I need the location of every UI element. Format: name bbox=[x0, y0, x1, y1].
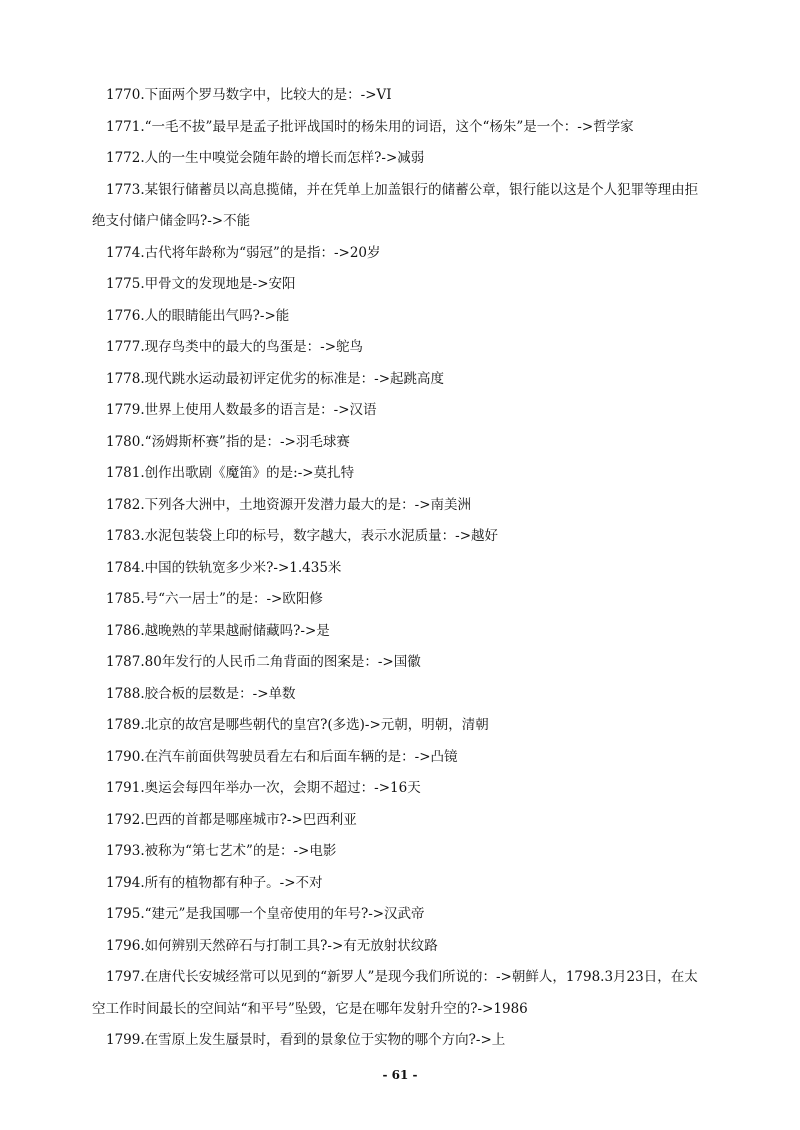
question-item-1793: 1793.被称为“第七艺术”的是：->电影 bbox=[106, 843, 337, 859]
page-number: - 61 - bbox=[382, 1068, 418, 1082]
question-item-1787: 1787.80年发行的人民币二角背面的图案是：->国徽 bbox=[106, 654, 421, 670]
question-item-1776: 1776.人的眼睛能出气吗?->能 bbox=[106, 307, 290, 324]
question-item-1773: 1773.某银行储蓄员以高息揽储，并在凭单上加盖银行的储蓄公章，银行能以这是个人犯罪等理由拒绝支付储户储金吗?->不能 bbox=[92, 181, 699, 229]
question-item-1799: 1799.在雪原上发生蜃景时，看到的景象位于实物的哪个方向?->上 bbox=[106, 1032, 506, 1048]
question-item-1785: 1785.号“六一居士”的是：->欧阳修 bbox=[106, 591, 323, 607]
question-item-1778: 1778.现代跳水运动最初评定优劣的标准是：->起跳高度 bbox=[106, 370, 445, 387]
question-item-1783: 1783.水泥包装袋上印的标号，数字越大，表示水泥质量：->越好 bbox=[106, 528, 499, 544]
question-item-1789: 1789.北京的故宫是哪些朝代的皇宫?(多选)->元朝，明朝，清朝 bbox=[106, 717, 489, 733]
question-item-1792: 1792.巴西的首都是哪座城市?->巴西利亚 bbox=[106, 811, 357, 828]
question-item-1777: 1777.现存鸟类中的最大的鸟蛋是：->鸵鸟 bbox=[106, 339, 364, 355]
question-item-1771: 1771.“一毛不拔”最早是孟子批评战国时的杨朱用的词语，这个“杨朱”是一个：->哲学家 bbox=[106, 118, 634, 135]
question-item-1796: 1796.如何辨别天然碎石与打制工具?->有无放射状纹路 bbox=[106, 937, 438, 954]
question-item-1788: 1788.胶合板的层数是：->单数 bbox=[106, 685, 296, 702]
question-item-1784: 1784.中国的铁轨宽多少米?->1.435米 bbox=[106, 559, 342, 576]
question-item-1786: 1786.越晚熟的苹果越耐储藏吗?->是 bbox=[106, 622, 330, 639]
question-item-1782: 1782.下列各大洲中，土地资源开发潜力最大的是：->南美洲 bbox=[106, 496, 472, 513]
question-item-1780: 1780.“汤姆斯杯赛”指的是：->羽毛球赛 bbox=[106, 433, 350, 450]
question-item-1790: 1790.在汽车前面供驾驶员看左右和后面车辆的是：->凸镜 bbox=[106, 748, 458, 765]
question-item-1794: 1794.所有的植物都有种子。->不对 bbox=[106, 874, 323, 891]
question-list bbox=[92, 80, 708, 1057]
question-item-1774: 1774.古代将年龄称为“弱冠”的是指：->20岁 bbox=[106, 244, 381, 261]
question-item-1795: 1795.“建元”是我国哪一个皇帝使用的年号?->汉武帝 bbox=[106, 906, 425, 922]
question-item-1770: 1770.下面两个罗马数字中，比较大的是：->VI bbox=[106, 87, 392, 103]
question-item-1775: 1775.甲骨文的发现地是->安阳 bbox=[106, 276, 296, 292]
question-item-1772: 1772.人的一生中嗅觉会随年龄的增长而怎样?->减弱 bbox=[106, 150, 425, 166]
question-item-1791: 1791.奥运会每四年举办一次，会期不超过：->16天 bbox=[106, 780, 421, 796]
question-item-1797: 1797.在唐代长安城经常可以见到的“新罗人”是现今我们所说的：->朝鲜人，1798.3月23日，在太空工作时间最长的空间站“和平号”坠毁，它是在哪年发射升空的?->1986 bbox=[92, 969, 698, 1017]
question-item-1779: 1779.世界上使用人数最多的语言是：->汉语 bbox=[106, 402, 377, 418]
question-item-1781: 1781.创作出歌剧《魔笛》的是:->莫扎特 bbox=[106, 465, 355, 481]
